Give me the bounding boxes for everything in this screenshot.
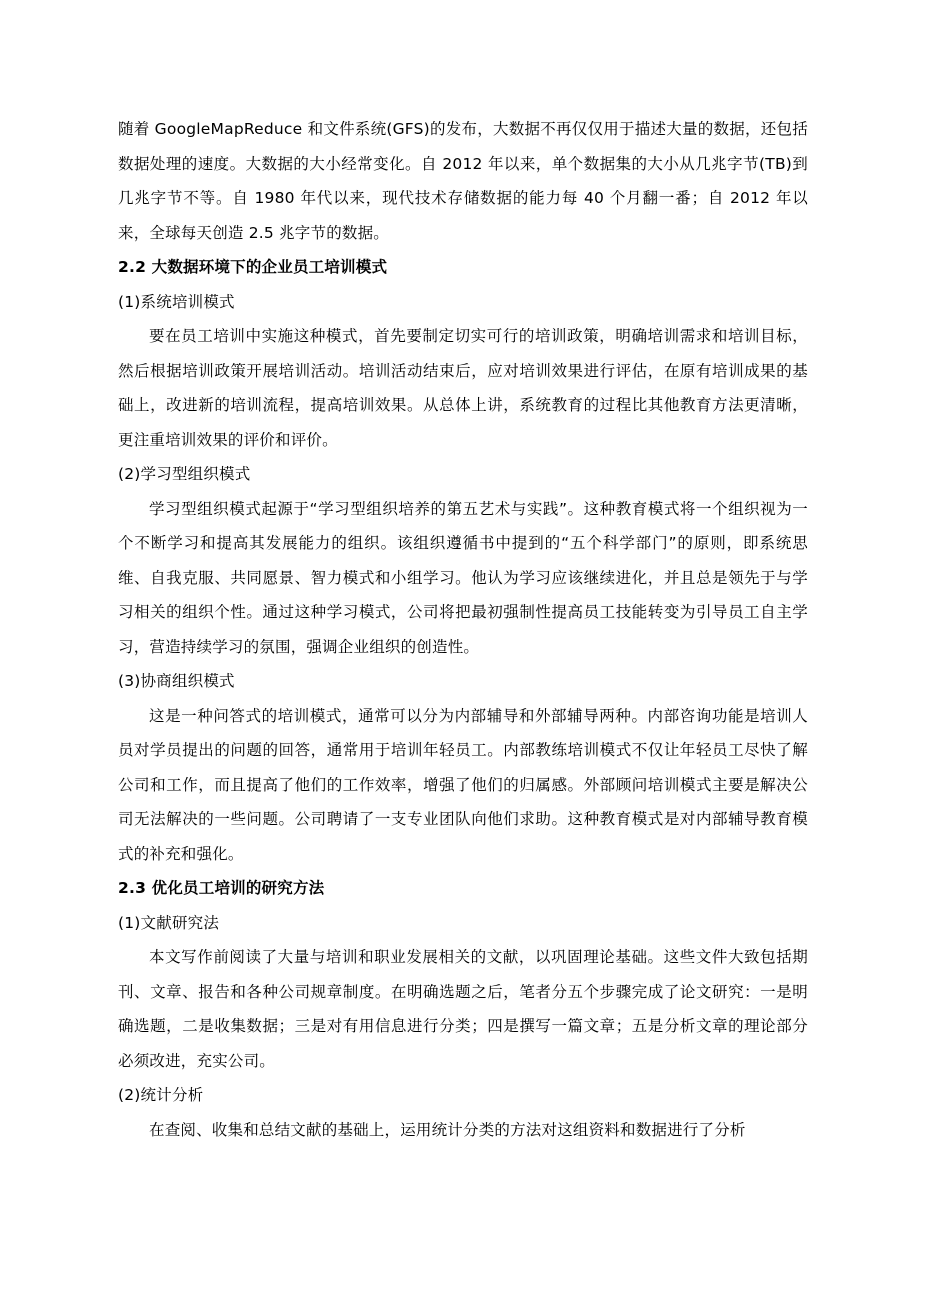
paragraph-statistical-analysis: 在查阅、收集和总结文献的基础上，运用统计分类的方法对这组资料和数据进行了分析 — [149, 1120, 746, 1139]
list-label-consultative-organization: (3)协商组织模式 — [118, 672, 235, 690]
list-label-statistical-analysis: (2)统计分析 — [118, 1086, 204, 1104]
paragraph-consultative-organization: 这是一种问答式的培训模式，通常可以分为内部辅导和外部辅导两种。内部咨询功能是培训人员对学员提出的问题的回答，通常用于培训年轻员工。内部教练培训模式不仅让年轻员工尽快了解公司和工作，而且提高了他们的工作效率，增强了他们的归属感。外部顾问培训模式主要是解决公司无法解决的一些问题。公司聘请了一支专业团队向他们求助。这种教育模式是对内部辅导教育模式的补充和强化。 — [118, 706, 808, 863]
list-label-system-training: (1)系统培训模式 — [118, 292, 235, 311]
heading-2-2: 2.2 大数据环境下的企业员工培训模式 — [118, 258, 388, 276]
paragraph-system-training: 要在员工培训中实施这种模式，首先要制定切实可行的培训政策，明确培训需求和培训目标，然后根据培训政策开展培训活动。培训活动结束后，应对培训效果进行评估，在原有培训成果的基础上，改进新的培训流程，提高培训效果。从总体上讲，系统教育的过程比其他教育方法更清晰，更注重培训效果的评价和评价。 — [118, 327, 808, 449]
list-label-literature-research: (1)文献研究法 — [118, 913, 220, 932]
paragraph-intro-bigdata: 随着 GoogleMapReduce 和文件系统(GFS)的发布，大数据不再仅仅用于描述大量的数据，还包括数据处理的速度。大数据的大小经常变化。自 2012 年以来，单个数据集的大小从几兆字节(TB)到几兆字节不等。自 1980 年代以来，现代技术存储数据的能力每 40 个月翻一番；自 2012 年以来，全球每天创造 2.5 兆字节的数据。 — [118, 120, 808, 242]
heading-2-3: 2.3 优化员工培训的研究方法 — [118, 879, 325, 897]
document-body — [118, 112, 808, 1147]
paragraph-literature-research: 本文写作前阅读了大量与培训和职业发展相关的文献，以巩固理论基础。这些文件大致包括期刊、文章、报告和各种公司规章制度。在明确选题之后，笔者分五个步骤完成了论文研究：一是明确选题，二是收集数据；三是对有用信息进行分类；四是撰写一篇文章；五是分析文章的理论部分必须改进，充实公司。 — [118, 948, 808, 1070]
list-label-learning-organization: (2)学习型组织模式 — [118, 465, 251, 483]
paragraph-learning-organization: 学习型组织模式起源于“学习型组织培养的第五艺术与实践”。这种教育模式将一个组织视为一个不断学习和提高其发展能力的组织。该组织遵循书中提到的“五个科学部门”的原则，即系统思维、自我克服、共同愿景、智力模式和小组学习。他认为学习应该继续进化，并且总是领先于与学习相关的组织个性。通过这种学习模式，公司将把最初强制性提高员工技能转变为引导员工自主学习，营造持续学习的氛围，强调企业组织的创造性。 — [118, 499, 808, 656]
